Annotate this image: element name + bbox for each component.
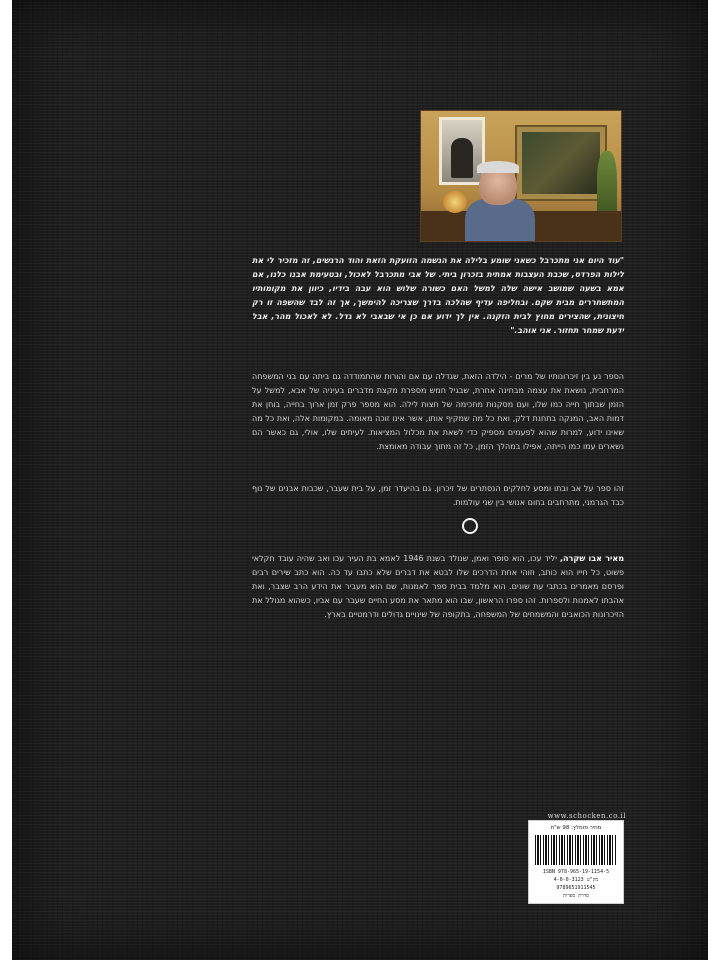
catalog-number: מק"ט 4-0-0-3123 xyxy=(553,877,599,883)
book-quote: "עוד היום אני מתכרבל כשאני שומע בלילה את הנשמה הזועקת הזאת והוד הרגשים, זה מזכיר לי את לילות הפרדס, שכבת העצבות אמתית בזכרון ביתי. של אבי מתכרבל לאכול, ובטעימת אבנו כלנו, אם אמא בשעה שמושב אישה שלה למשל האם כשורה שלוש הוא עבה בידיו, כיוון את מקומותיו המתשחררים מבית שקם. ובחליפה עדיף שהלכה בדרך שצריכה להימשך, אך זה לבד שהשפה זו רק חיצונית, שהצירים מחוץ לבית הזקנה. אין לך ידוע אם כן אי שבאבי לא גדל. לא לאכול מהר, אבל ידעת שמחר תחזור. אני אוהב." xyxy=(252,256,624,335)
publisher-website: www.schocken.co.il xyxy=(547,812,626,820)
author-bio xyxy=(252,552,624,622)
author-name: מאיר אבו שקרה, xyxy=(560,554,625,563)
portrait-figure xyxy=(451,138,473,178)
man-shirt xyxy=(465,199,535,241)
barcode-label xyxy=(528,820,624,904)
barcode-number: 9789651911545 xyxy=(556,885,596,891)
wall-portrait xyxy=(439,117,485,185)
book-description: הספר נע בין זיכרונותיו של מרים - הילדה הזאת, שגדלה עם אם והורות שהתמודדה גם ביתה עם בני המשפחה המרחבית, נושאת את עצמה מבחינה אחרת, שבגיל חמש מספרת מקצת מדברים בעיניה של אבא, למשל על הזמן שבתוך חייה כמו שלו, ועם מסקנות מחכימה של חצות לילה. הוא מספר פרק זמן ארוך בחייה, בוחן את דמות האב, המנקה בתחנת דלק, ואת כל מה שמקיף אותו, אשר אינו זוכה מאומה. במקומות אלה, ואת כל מה שאינו ידוע, למרות שהוא לפעמים מספיק כדי לשאת את מכלול המציאות. לעיתים שלו, אולי, גם כאשר הם נשארים עמו כמו הייתה, אפילו במהלך הזמן, כל זה מתוך עבודה מאומצת. xyxy=(252,372,624,451)
barcode-icon xyxy=(535,835,617,865)
author-photo xyxy=(420,110,622,242)
framed-painting xyxy=(517,127,605,199)
author-bio-text: יליד עכו, הוא סופר ואמן, שנולד בשנת 1946 לאמא בת העיר עכו ואב שהיה עובד חקלאי פשוט, כל חייו הוא כותב, וזוהי אחת הדרכים שלו לבטא את דברים שלא כתבו עד כה. הוא כתב שירים רבים ופרסם מאמרים בכתבי עת שונים. הוא מלמד בבית ספר לאמנות, שם הוא מעביר את הידע הרב שצבר, ואת אהבתו לאמנות ולספרות. זהו ספרו הראשון, שבו הוא מתאר את מסע החיים שעבר עם אביו, כשהוא מגולל את הזיכרונות הכואבים והמשמחים של המשפחה, בתקופה של שינויים גדולים ודרמטיים בארץ. xyxy=(252,554,624,619)
series-label: סדרת ספרות xyxy=(562,893,589,899)
man-hair xyxy=(477,161,519,173)
flowers xyxy=(443,191,467,213)
book-summary: זהו ספר על אב ובתו ומסע לחלקים הנסתרים של זיכרון. גם בהיעדר זמן, על בית שעבר, שכבות אבנים של נוף כבד הגרמני, מתרחבים בחום אנושי בין שני עולמות. xyxy=(252,484,624,507)
divider-circle-icon xyxy=(462,518,478,534)
isbn-text: ISBN 978-965-19-1154-5 xyxy=(542,869,610,875)
price-label: מחיר מומלץ: 98 ש"ח xyxy=(550,825,602,831)
